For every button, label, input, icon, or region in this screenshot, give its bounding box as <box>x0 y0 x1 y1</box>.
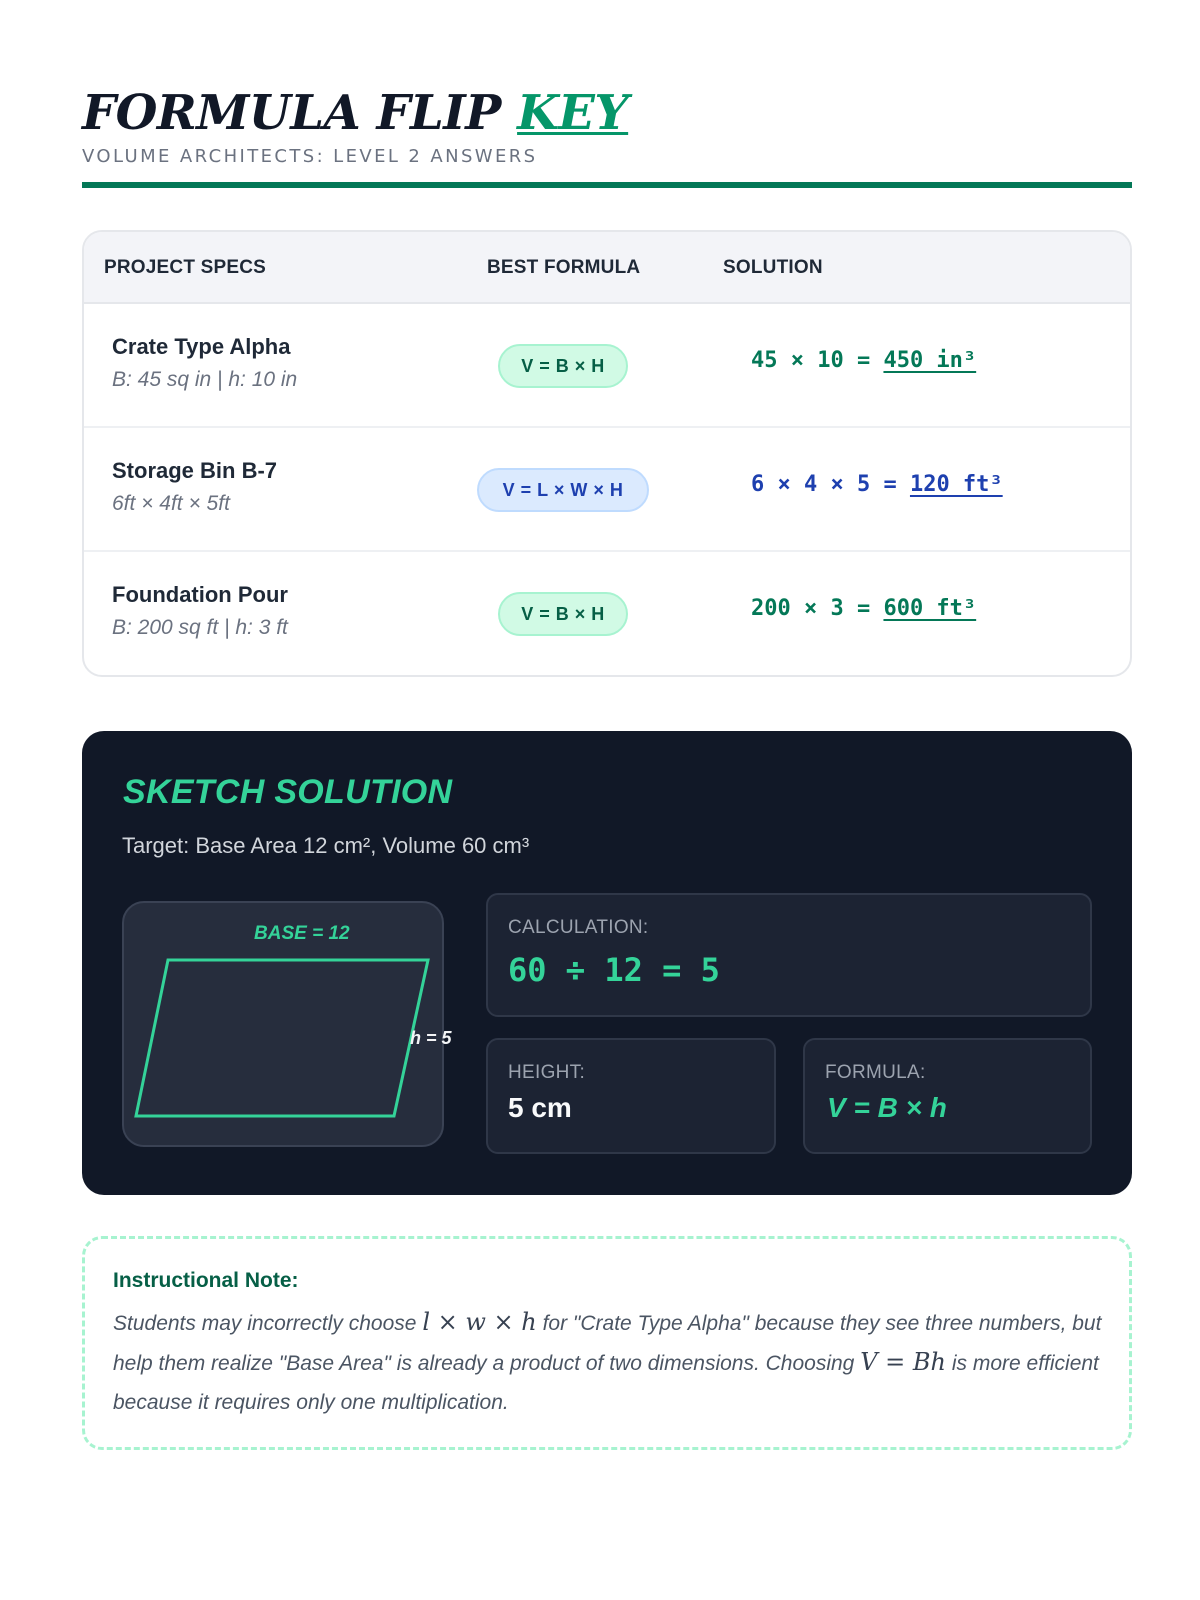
calculation-label: CALCULATION: <box>508 917 649 938</box>
solution-answer: 120 ft³ <box>909 472 1003 497</box>
header-project-specs: PROJECT SPECS <box>104 257 267 278</box>
height-value: 5 cm <box>508 1092 572 1123</box>
header-solution: SOLUTION <box>723 257 823 278</box>
solution-text <box>751 472 1003 497</box>
base-label: BASE = 12 <box>254 923 350 944</box>
answers-table <box>82 230 1132 677</box>
formula-badge: V = L × W × H <box>477 468 649 512</box>
page-header <box>82 82 1132 167</box>
formula-title: FORMULA: <box>825 1062 926 1083</box>
height-label: h = 5 <box>410 1028 452 1048</box>
calculation-card <box>486 893 1092 1017</box>
title-key: KEY <box>517 85 629 141</box>
note-text-part: Students may incorrectly choose <box>113 1312 423 1335</box>
note-text-part: is more efficient because it requires only one multiplication. <box>113 1352 1099 1414</box>
header-divider <box>82 182 1132 188</box>
table-row <box>84 304 1130 428</box>
spec-name: Foundation Pour <box>112 582 288 607</box>
height-card <box>486 1038 776 1154</box>
spec-name: Crate Type Alpha <box>112 334 291 359</box>
solution-text <box>751 348 976 373</box>
solution-text <box>751 596 976 621</box>
sketch-solution-panel <box>82 731 1132 1195</box>
table-row <box>84 552 1130 676</box>
height-title: HEIGHT: <box>508 1062 586 1083</box>
header-best-formula: BEST FORMULA <box>487 257 641 278</box>
instructional-note <box>82 1236 1132 1450</box>
page-subtitle: VOLUME ARCHITECTS: LEVEL 2 ANSWERS <box>82 146 538 167</box>
title-main: FORMULA FLIP <box>82 85 501 141</box>
table-row <box>84 428 1130 552</box>
solution-answer: 450 in³ <box>883 348 977 373</box>
note-text <box>113 1303 1113 1422</box>
page-title <box>82 82 1132 144</box>
sketch-title: SKETCH SOLUTION <box>123 773 453 811</box>
formula-value: V = B × h <box>827 1092 947 1123</box>
solution-expression: 6 × 4 × 5 = <box>751 472 910 497</box>
sketch-target: Target: Base Area 12 cm², Volume 60 cm³ <box>122 833 530 858</box>
solution-expression: 200 × 3 = <box>751 596 884 621</box>
formula-badge: V = B × H <box>498 592 628 636</box>
spec-detail: 6ft × 4ft × 5ft <box>112 492 230 515</box>
parallelogram-shape <box>136 960 428 1116</box>
base-sketch <box>122 901 444 1147</box>
spec-detail: B: 45 sq in | h: 10 in <box>112 368 298 391</box>
math-expression: V = Bh <box>860 1348 946 1376</box>
solution-answer: 600 ft³ <box>883 596 977 621</box>
table-header <box>84 232 1130 304</box>
spec-detail: B: 200 sq ft | h: 3 ft <box>112 616 288 639</box>
math-expression: l × w × h <box>422 1308 537 1336</box>
note-text-part: for "Crate Type Alpha" because they see three numbers, but help them realize "Base Area" is already a product of two dimensions. Choosing <box>113 1312 1102 1375</box>
formula-card <box>803 1038 1092 1154</box>
calculation-value: 60 ÷ 12 = 5 <box>508 951 720 989</box>
note-label: Instructional Note: <box>113 1269 299 1292</box>
spec-name: Storage Bin B-7 <box>112 458 278 483</box>
formula-badge: V = B × H <box>498 344 628 388</box>
solution-expression: 45 × 10 = <box>751 348 884 373</box>
